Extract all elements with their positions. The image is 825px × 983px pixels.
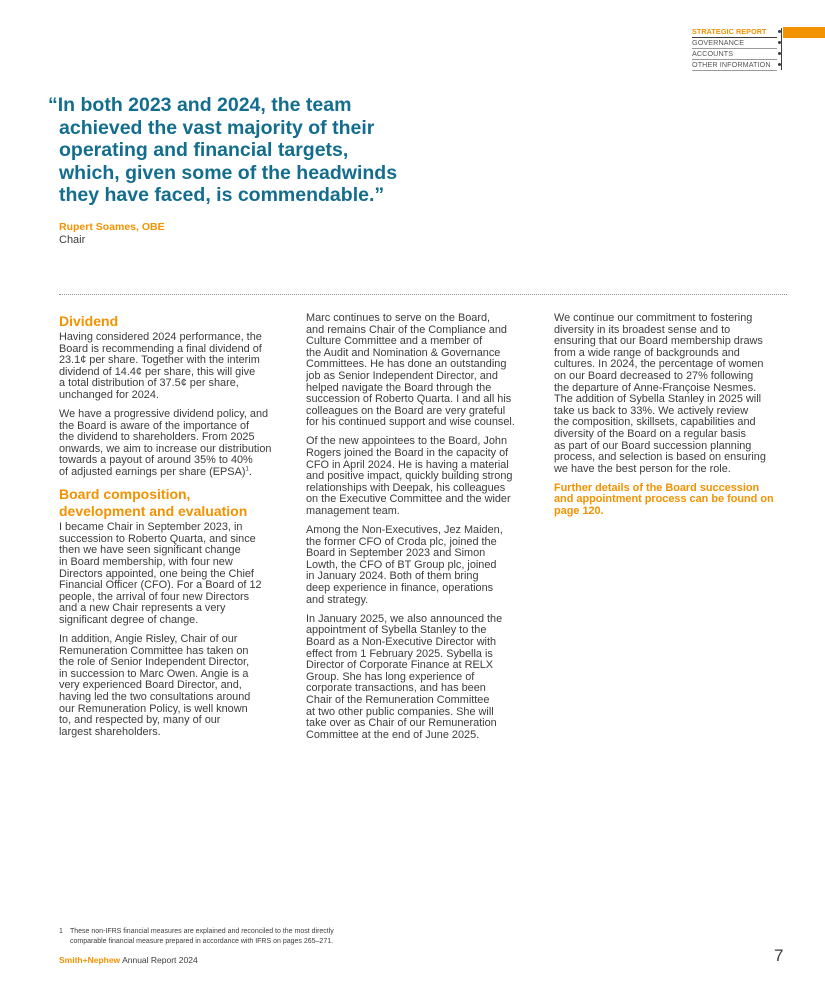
column-2 [306,313,538,749]
footnote [59,927,334,946]
board-composition-heading: Board composition, development and evaluation [59,486,248,520]
footnote-line: comparable financial measure prepared in accordance with IFRS on pages 265–271. [70,937,334,945]
col2-paragraph-3: Among the Non-Executives, Jez Maiden, the former CFO of Croda plc, joined the Board in September 2023 and Simon Lowth, the CFO of BT Group plc, joined in January 2024. Both of them bring deep experience in finance, operations and strategy. [306,524,503,606]
quote-line: which, given some of the headwinds [59,161,398,184]
page-number: 7 [774,946,784,965]
col2-paragraph-4: In January 2025, we also announced the appointment of Sybella Stanley to the Board as a Non-Executive Director with effect from 1 February 2025. Sybella is Director of Corporate Finance at RELX Group. She has long experience of corporate transactions, and has been Chair of the Remuneration Committee at two other public companies. She will take over as Chair of our Remuneration Committee at the end of June 2025. [306,612,503,741]
footnote-number: 1 [59,928,63,935]
col2-paragraph-2: Of the new appointees to the Board, John Rogers joined the Board in the capacity of CFO in April 2024. He is having a material and positive impact, quickly building strong relationships with Deepak, his colleagues on the Executive Committee and the wider management team. [306,435,513,517]
dividend-paragraph-1: Having considered 2024 performance, the Board is recommending a final dividend of 23.1¢ per share. Together with the interim dividend of 14.4¢ per share, this will give a total distribution of 37.5¢ per share, unchanged for 2024. [59,331,262,401]
column-1 [59,313,291,746]
dotted-divider [59,294,787,295]
col3-paragraph-1: We continue our commitment to fostering diversity in its broadest sense and to ensuring that our Board membership draws from a wide range of backgrounds and cultures. In 2024, the percentage of women on our Board decreased to 27% following the departure of Anne-Françoise Nesmes. The addition of Sybella Stanley in 2025 will take us back to 33%. We actively review the composition, skillsets, capabilities and diversity of the Board on a regular basis as part of our Board succession planning process, and selection is based on ensuring we have the best person for the role. [554,312,766,475]
dividend-heading: Dividend [59,313,119,329]
pull-quote [48,94,428,207]
footer-report-title: Annual Report 2024 [120,955,198,965]
quote-author-role: Chair [59,234,86,246]
column-3 [554,313,786,525]
board-paragraph-2: In addition, Angie Risley, Chair of our Remuneration Committee has taken on the role of Senior Independent Director, in succession to Marc Owen. Angie is a very experienced Board Director, and, having led the two consultations around our Remuneration Policy, is well known to, and respected by, many of our largest shareholders. [59,632,251,738]
dividend-paragraph-2: We have a progressive dividend policy, and the Board is aware of the importance of the dividend to shareholders. From 2025 onwards, we aim to increase our distribution towards a payout of around 35% to 40% of adjusted earnings per share (EPSA)$^1$. [59,408,272,479]
board-succession-link[interactable]: Further details of the Board succession and appointment process can be found on page 120. [554,481,774,517]
nav-item-accounts[interactable]: ACCOUNTS [692,49,777,60]
quote-line: “In both 2023 and 2024, the team [48,94,352,116]
footer-brand: Smith+Nephew [59,955,121,965]
col2-paragraph-1: Marc continues to serve on the Board, and remains Chair of the Compliance and Culture Committee and a member of the Audit and Nomination & Governance Committees. He has done an outstanding job as Senior Independent Director, and helped navigate the Board through the succession of Roberto Quarta. I and all his colleagues on the Board are very grateful for his continued support and wise counsel. [306,312,515,429]
footnote-line: These non-IFRS financial measures are explained and reconciled to the most directly [70,928,334,935]
footnote-ref[interactable]: 1 [245,466,249,473]
quote-author: Rupert Soames, OBE [59,221,165,233]
nav-rail [781,28,782,70]
active-section-marker [783,27,825,38]
quote-line: achieved the vast majority of their [59,116,375,139]
quote-line: operating and financial targets, [59,139,349,161]
section-nav [692,27,825,71]
nav-item-other-information[interactable]: OTHER INFORMATION [692,60,777,71]
quote-line: they have faced, is commendable.” [59,184,385,206]
board-paragraph-1: I became Chair in September 2023, in succession to Roberto Quarta, and since then we have seen significant change in Board membership, with four new Directors appointed, one being the Chief Financial Officer (CFO). For a Board of 12 people, the arrival of four new Directors and a new Chair represents a very significant degree of change. [59,521,262,626]
footer [59,955,198,965]
nav-item-strategic-report[interactable]: STRATEGIC REPORT [692,27,777,38]
nav-item-governance[interactable]: GOVERNANCE [692,38,777,49]
